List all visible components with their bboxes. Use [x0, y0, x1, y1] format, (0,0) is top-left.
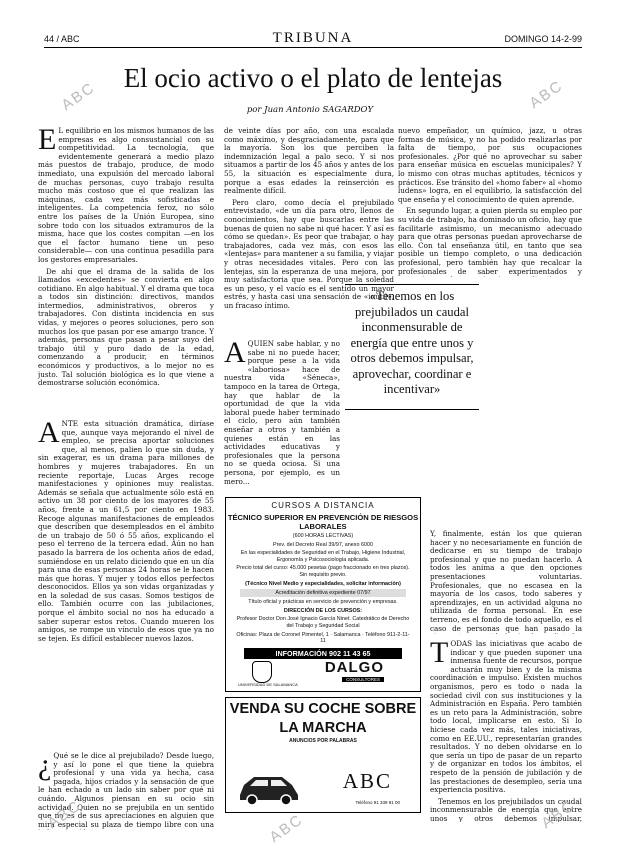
column-3-narrow [486, 280, 582, 412]
ad-headline-2: LA MARCHA [279, 720, 367, 736]
pull-quote: «Tenemos en los prejubilados un caudal inconmensurable de energía que entre unos y otros debemos impulsar, aprovechar, coordinar e incentivar» [345, 284, 479, 410]
column-3-section-2 [430, 530, 582, 634]
paragraph: En segundo lugar, a quien pierda su empleo por su vida de trabajo, ha dominado un oficio, hay que facilitarle asimismo, un mecanismo adecuado para que otras personas puedan aprovecharse de ello. Con tal enseñanza útil, en tanto que sea posible un tiempo completo, o una dedicación profesional, pero también hay que recalcar la profesionales de saber experimentados y [398, 206, 582, 276]
paragraph: de veinte días por año, con una escalada como máximo, y desgraciadamente, para que la mayoría. Son los que perciben la indemnización legal a palo seco. Y si nos situamos a partir de los 45 años y antes de los 55, la situación es especialmente dura, porque a esas edades la reinserción es realmente difícil. [224, 127, 394, 196]
paragraph: Qué se le dice al prejubilado? Desde luego, y así lo pone el que tiene la quiebra profesional y una vida ya hecha, casa pagada, hijos criados y la sensación de que le han echado a un lado sin saber por qué ni cuándo. Algunos piensan en su ocio sin actividad. Quien no se prejubila en un sentido que no es de sus apreciaciones en alguien que mira especial su plaza de tiempo libre con una [38, 752, 214, 829]
ad-subline: ANUNCIOS POR PALABRAS [289, 738, 357, 744]
ad-headline: VENDA SU COCHE SOBRE [229, 701, 417, 717]
drop-cap: ¿ [38, 752, 52, 781]
ad-phone: INFORMACIÓN 902 11 43 65 [244, 648, 402, 659]
ad-subtitle: (600 HORAS LECTIVAS) [292, 533, 354, 539]
dalgo-subtitle: CONSULTORES [342, 677, 384, 682]
page-header [44, 30, 582, 46]
paragraph: Pero claro, como decía el prejubilado entrevistado, «de un día para otro, llenos de conocimientos, hay que buscarlas entre las buenas de quien no sabe ni qué hacer. Y así es cómo se quedan». Es peor que trabajar, o hay trabajadores, cada vez más, con esos las «lentejas» para mantener a su familia, y viajar y otras necesidades vitales. Pero con las lentejas, sin la esperanza de una mejora, por muy satisfactoria que sea. Porque la soledad es un peso, y el vacío es el sentido un mayor estrés, y hasta casi una sensación de «inútil», un fracaso íntimo. [224, 197, 394, 310]
ad-address: Oficinas: Plaza de Coronel Pimentel, 1 · Salamanca · Teléfono 911-2-11-11 [236, 631, 410, 645]
watermark: ABC [538, 796, 579, 833]
paragraph: Y, finalmente, están los que quieran hacer y no necesariamente en función de dedicarse en su tiempo de trabajo profesional y que no puedan hacerlo. A todos les anima a que den opciones presentaciones voluntarias. Profesionales, que no escasea en la mayoría de los casos, todo saberes y aprendizajes, en un actividad alguna no utilizada de forma personal. En ese terreno, es el fondo de todo aquello, es el caso de personas que han pasado la [430, 530, 582, 633]
ad-line: Precio total del curso: 45.000 pesetas (pago fraccionado en tres plazos). Sin requisito previo. [236, 565, 410, 578]
paragraph: Tenemos en los prejubilados un caudal inconmensurable de energía que entre unos y otros debemos impulsar, [430, 796, 582, 822]
ad-direction-label: DIRECCIÓN DE LOS CURSOS: [283, 607, 363, 614]
page-number: 44 / ABC [44, 34, 80, 44]
column-3-section-3 [430, 640, 582, 822]
ad-line: Prev. del Decreto Real 39/97, anexo 6000 [273, 541, 373, 548]
watermark: ABC [526, 76, 567, 113]
byline: por Juan Antonio SAGARDOY [246, 105, 374, 115]
watermark: ABC [266, 810, 307, 847]
issue-date: DOMINGO 14-2-99 [504, 34, 582, 44]
header-rule [44, 47, 582, 48]
paragraph: QUIEN sabe hablar, y no sabe ni no puede hacer, porque pese a la vida «laboriosa» hace de nuestra vida «Séneca», tampoco en la tarea de Ortega, hay que hablar de la oportunidad de que la vida laboral puede haber terminado el ciclo, pero aún también enseñar a otros y también a quienes están en las actividades educativas y profesionales que la persona no se queda ociosa. Si una persona, por ejemplo, es un mero... [224, 340, 340, 486]
drop-cap: A [38, 420, 60, 449]
ad-heading: CURSOS A DISTANCIA [271, 501, 375, 510]
ad-line: Título oficial y prácticas en servicio de prevención y empresas. [248, 599, 398, 606]
abc-logo: ABC [342, 769, 392, 793]
ad-logos [232, 659, 414, 685]
ad-line: (Técnico Nivel Medio y especialidades, solicitar información) [245, 580, 401, 587]
ad-line: En las especialidades de Seguridad en el Trabajo, Higiene Industrial, Ergonomía y Psicosociología aplicada. [240, 550, 406, 563]
watermark: ABC [58, 78, 99, 115]
column-2-section-2 [224, 340, 340, 488]
article-title: El ocio activo o el plato de lentejas [123, 63, 503, 93]
car-icon [236, 767, 302, 807]
dalgo-logo: DALGO [324, 659, 384, 676]
paragraph: ODAS las iniciativas que acabo de indicar y que pueden suponer una inmensa fuente de recursos, porque actuarán muy bien y de la misma coordinación e impulso. Existen muchos organismos, pero es todo o nada la sociedad civil con sus instituciones y la Administración en España. Pero también es un reto para la Administración, sobre todo local, implicarse en esto. Si lo hiciese cada vez más, tales iniciativas, como en EE.UU., representarían grandes resultados. Y no deben olvidarse en lo que sería un tipo de pasar de un reparto y de organizar en todos los ámbitos, el respeto de la pensión de jubilación y de las prestaciones de desempleo, sería una experiencia positiva. [430, 640, 582, 795]
ad-accreditation: Acreditación definitiva expediente 07/97 [240, 589, 406, 597]
paragraph: De ahí que el drama de la salida de los llamados «excedentes» se convierta en algo cotidiano. En algo habitual. Y el drama que toca a todos sin distinción: directivos, mandos intermedios, administrativos, obreros y trabajadores. Con distinta incidencia en sus vidas, y mejores o peores soluciones, pero son muchos los que pasan por ese amargo trance. Y además, personas que pasan a pesar suyo del trabajo útil y puro dado de la edad, comenzando a producir, en términos económicos y productivos, a lo mejor no es justo. Tal solución biológica es lo que viene a demostrarse solución económica. [38, 266, 214, 388]
crest-label: UNIVERSIDAD DE SALAMANCA [238, 682, 298, 687]
column-1-section-2 [38, 420, 214, 726]
section-title: TRIBUNA [272, 30, 354, 46]
column-3 [398, 127, 582, 277]
column-1 [38, 127, 214, 415]
ad-title: TÉCNICO SUPERIOR EN PREVENCIÓN DE RIESGOS LABORALES [227, 513, 419, 531]
crest-icon [252, 661, 272, 683]
drop-cap: T [430, 640, 449, 669]
ad-direction: Profesor Doctor Don José Ignacio García Ninet. Catedrático de Derecho del Trabajo y Seguridad Social [236, 616, 410, 629]
drop-cap: A [224, 340, 246, 369]
abc-subtitle: Teléfono 91 339 91 00 [355, 800, 400, 805]
paragraph: L equilibrio en los mismos humanos de las empresas es algo consustancial con su competitividad. La tecnología, que evidentemente generará a medio plazo más puestos de trabajo, produce, de modo inmediato, una expulsión del mercado laboral de muchas personas, cuyo trabajo resulta mucho más costoso que el que realizan las máquinas, cada vez más sofisticadas e inteligentes. La competencia feroz, no sólo entre los países de la Unión Europea, sino sobre todo con los situados extramuros de la misma, hace que los costes compitan —en los que el factor humano tiene un peso considerable— con una continua pesadilla para los gestores empresariales. [38, 127, 214, 264]
paragraph: nuevo empeñador, un químico, jazz, u otras formas de música, y no ha podido realizarlas por falta de tiempo, por sus ocupaciones profesionales. ¿Por qué no aprovechar su saber para enseñar música en escuelas municipales? Y lo mismo con otras muchas aptitudes, técnicos y prácticos. Ese tránsito del «homo faber» al «homo ludens» logra, en el equilibrio, la satisfacción del que enseña y el conocimiento de quien aprende. [398, 127, 582, 204]
watermark: ABC [44, 796, 85, 833]
paragraph: NTE esta situación dramática, diríase que, aunque vaya mejorando el nivel de empleo, se precisa aportar soluciones que, al menos, palien lo que sin duda, y sin exagerar, es un drama para millones de hombres y mujeres trabajadores. En un reciente reportaje, Lucas Arges recoge manifestaciones y opiniones muy realistas. Además se señala que actualmente sólo está en activo un 38 por ciento de los mayores de 55 años, frente a un 61,5 por ciento en 1983. Recoge algunas manifestaciones de empleados que describen que desempleados en el ámbito de un trabajo de 50 ó 55 años, explicando el peso el terreno de la tercera edad. Aún no han pasado la barrera de los ochenta años de edad, sumiéndose en un relato diciendo que en un día para una de esas personas 24 horas se le hacen más que horas. Y mujer y todos ellos perfectos desconocidos. Ellos ya son vidas organizadas y en la soledad de sus casas. Somos testigos de ello. También ocurre con las jubilaciones, porque el ámbito social no nos ha educado a saber superar estos retos. Cuando mueren los amigos, se rompe un vínculo de esos que ya no se tejen. Es difícil establecer nuevos lazos. [38, 420, 214, 643]
course-advertisement [225, 497, 421, 692]
drop-cap: E [38, 127, 57, 156]
classifieds-advertisement [225, 697, 421, 813]
